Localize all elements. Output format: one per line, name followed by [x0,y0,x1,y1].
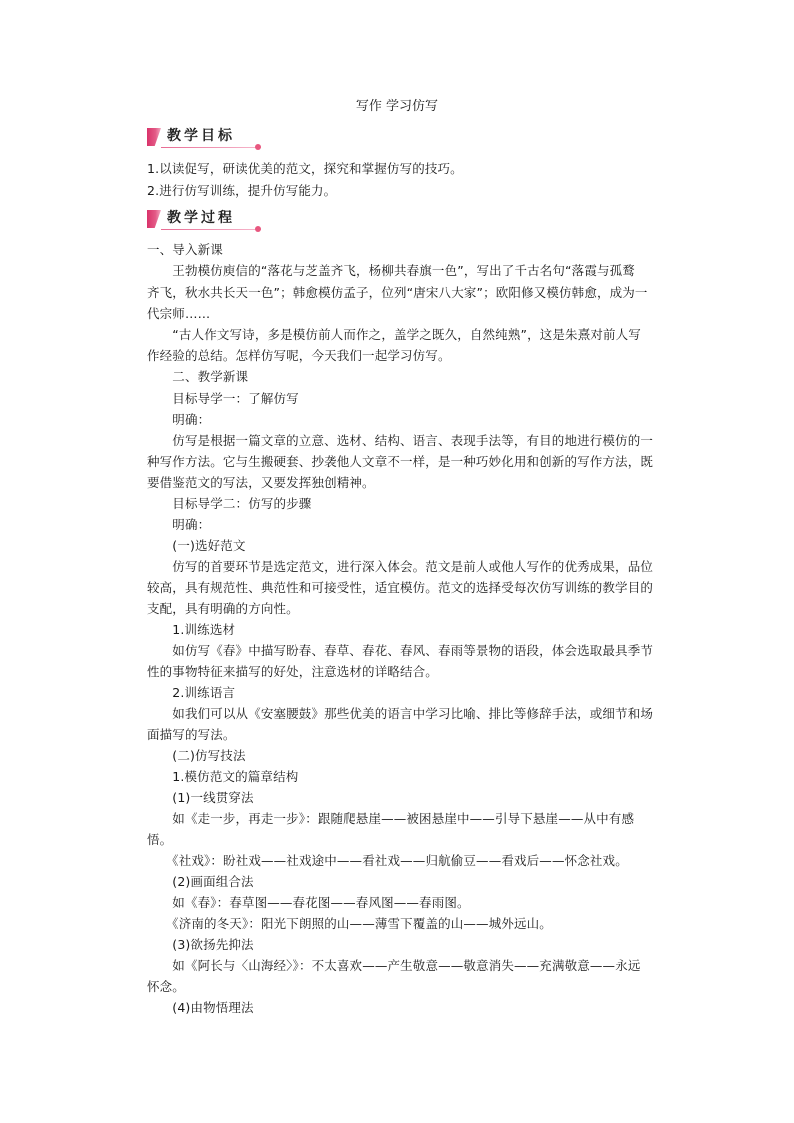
paragraph-line: 如我们可以从《安塞腰鼓》那些优美的语言中学习比喻、排比等修辞手法，或细节和场 [147,706,654,721]
paragraph-line: 怀念。 [147,979,185,994]
paragraph-line: 仿写是根据一篇文章的立意、选材、结构、语言、表现手法等，有目的地进行模仿的一 [147,433,654,448]
paragraph-line: (2)画面组合法 [147,874,254,889]
paragraph-line: 1.模仿范文的篇章结构 [147,769,299,784]
paragraph-line: 明确： [147,412,211,427]
paragraph-line: (4)由物悟理法 [147,1000,254,1015]
paragraph-line: 2.进行仿写训练，提升仿写能力。 [147,183,337,198]
paragraph-line: 代宗师…… [147,306,211,321]
banner-underline [161,229,261,230]
paragraph-line: 《济南的冬天》：阳光下朗照的山——薄雪下覆盖的山——城外远山。 [147,916,552,931]
paragraph-line: 种写作方法。它与生搬硬套、抄袭他人文章不一样，是一种巧妙化用和创新的写作方法，既 [147,454,654,469]
paragraph-line: 悟。 [147,832,173,847]
paragraph-line: 明确： [147,517,211,532]
paragraph-line: 2.训练语言 [147,685,236,700]
paragraph-line: 如《阿长与〈山海经〉》：不太喜欢——产生敬意——敬意消失——充满敬意——永远 [147,958,641,973]
paragraph-line: 作经验的总结。怎样仿写呢，今天我们一起学习仿写。 [147,348,451,363]
paragraph-line: 支配，具有明确的方向性。 [147,601,299,616]
paragraph-line: 齐飞，秋水共长天一色”；韩愈模仿孟子，位列“唐宋八大家”；欧阳修又模仿韩愈，成为一 [147,285,648,300]
paragraph-line: “古人作文写诗，多是模仿前人而作之，盖学之既久，自然纯熟”，这是朱熹对前人写 [147,327,641,342]
paragraph-line: 面描写的写法。 [147,727,236,742]
section-banner-goals [147,126,265,150]
paragraph-line: 王勃模仿庾信的“落花与芝盖齐飞，杨柳共春旗一色”，写出了千古名句“落霞与孤鹜 [147,263,635,278]
paragraph-line: (1)一线贯穿法 [147,790,254,805]
paragraph-line: 1.以读促写，研读优美的范文，探究和掌握仿写的技巧。 [147,161,463,176]
paragraph-line: 如仿写《春》中描写盼春、春草、春花、春风、春雨等景物的语段，体会选取最具季节 [147,643,654,658]
section-heading: 教学目标 [167,128,235,144]
paragraph-line: (二)仿写技法 [147,748,246,763]
paragraph-line: 性的事物特征来描写的好处，注意选材的详略结合。 [147,664,438,679]
section-banner-process [147,208,265,232]
banner-dot-icon [255,144,261,150]
section-heading: 教学过程 [167,210,235,226]
paragraph-line: 要借鉴范文的写法，又要发挥独创精神。 [147,475,375,490]
paragraph-line: (一)选好范文 [147,538,246,553]
paragraph-line: 《社戏》：盼社戏——社戏途中——看社戏——归航偷豆——看戏后——怀念社戏。 [147,853,628,868]
paragraph-line: 目标导学二：仿写的步骤 [147,496,312,511]
page-title: 写作 学习仿写 [355,99,439,114]
paragraph-line: 1.训练选材 [147,622,236,637]
paragraph-line: (3)欲扬先抑法 [147,937,254,952]
paragraph-line: 较高，具有规范性、典范性和可接受性，适宜模仿。范文的选择受每次仿写训练的教学目的 [147,580,654,595]
banner-accent-icon [147,128,161,146]
paragraph-line: 如《春》：春草图——春花图——春风图——春雨图。 [147,895,470,910]
paragraph-line: 一、导入新课 [147,242,223,257]
banner-accent-icon [147,210,161,228]
paragraph-line: 仿写的首要环节是选定范文，进行深入体会。范文是前人或他人写作的优秀成果，品位 [147,559,654,574]
paragraph-line: 二、教学新课 [147,369,249,384]
banner-underline [161,147,261,148]
paragraph-line: 目标导学一：了解仿写 [147,391,299,406]
paragraph-line: 如《走一步，再走一步》：跟随爬悬崖——被困悬崖中——引导下悬崖——从中有感 [147,811,635,826]
banner-dot-icon [255,226,261,232]
